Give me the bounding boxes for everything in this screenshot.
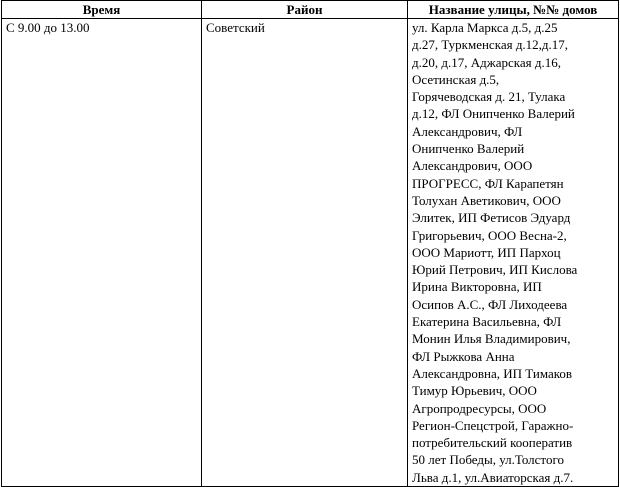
table-row	[2, 19, 619, 487]
cell-district: Советский	[202, 19, 408, 487]
table-header-row	[2, 1, 619, 19]
cell-streets	[408, 19, 619, 487]
header-streets: Название улицы, №№ домов	[408, 1, 619, 19]
header-district: Район	[202, 1, 408, 19]
cell-time: С 9.00 до 13.00	[2, 19, 202, 487]
streets-text: ул. Карла Маркса д.5, д.25 д.27, Туркменская д.12,д.17, д.20, д.17, Аджарская д.16, Осетинская д.5, Горячеводская д. 21, Тулака д.12, ФЛ Онипченко Валерий Александрович, ФЛ Онипченко Валерий Александрович, ООО ПРОГРЕСС, ФЛ Карапетян Толухан Аветикович, ООО Элитек, ИП Фетисов Эдуард Григорьевич, ООО Весна-2, ООО Мариотт, ИП Пархоц Юрий Петрович, ИП Кислова Ирина Викторовна, ИП Осипов А.С., ФЛ Лиходеева Екатерина Васильевна, ФЛ Монин Илья Владимирович, ФЛ Рыжкова Анна Александровна, ИП Тимаков Тимур Юрьевич, ООО Агропродресурсы, ООО Регион-Спецстрой, Гаражно- потребительский кооператив 50 лет Победы, ул.Толстого Льва д.1, ул.Авиаторская д.7.	[412, 20, 578, 485]
outage-schedule-table	[1, 0, 619, 487]
header-time: Время	[2, 1, 202, 19]
